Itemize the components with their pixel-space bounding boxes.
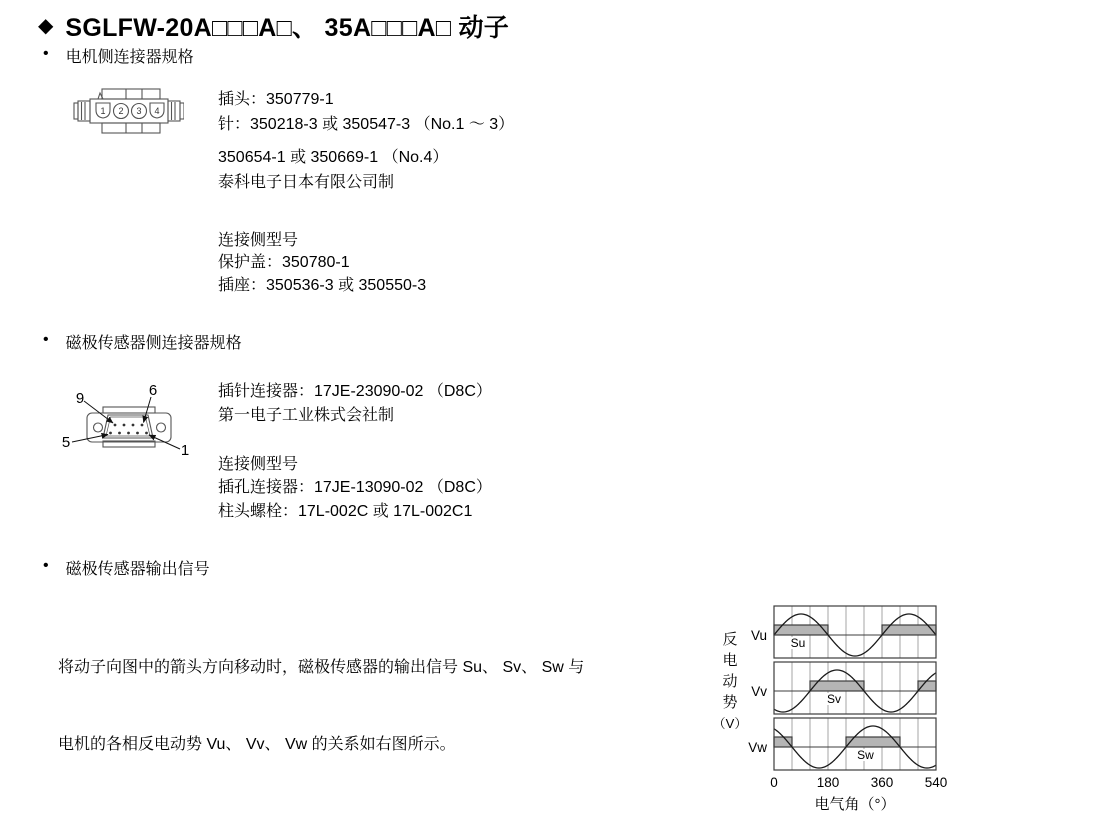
signal-label: Su	[790, 636, 806, 650]
spec-line: 第一电子工业株式会社制	[218, 407, 395, 424]
signal-paragraph	[58, 604, 658, 808]
spec-line: 柱头螺栓：17L-002C 或 17L-002C1	[218, 503, 473, 520]
pin-label-1: 1	[180, 442, 190, 459]
signal-label: Sw	[857, 748, 874, 762]
y-axis-title-char: 动	[722, 673, 738, 690]
spec-line: 350654-1 或 350669-1 （No.4）	[218, 149, 449, 166]
pin-label-1: 1	[100, 106, 106, 116]
section-heading-motor	[43, 44, 194, 67]
leader-line-9	[84, 401, 113, 423]
signal-pulse	[918, 681, 936, 691]
bullet-icon: •	[43, 45, 49, 62]
sensor-connector-drawing	[56, 380, 218, 468]
mounting-hole-left	[94, 423, 103, 432]
x-tick-label: 0	[770, 775, 778, 790]
diamond-icon: ◆	[38, 15, 54, 37]
motor-connector-drawing	[72, 86, 184, 138]
signal-pulse	[774, 625, 828, 635]
spec-line: 连接侧型号	[218, 456, 299, 473]
signal-chart	[710, 596, 968, 816]
section-heading-signal	[43, 556, 210, 579]
x-tick-label: 180	[816, 775, 840, 790]
back-emf-label: Vu	[750, 628, 767, 643]
pin-label-3: 3	[136, 106, 142, 116]
paragraph-line: 电机的各相反电动势 Vu、 Vv、 Vw 的关系如右图所示。	[58, 735, 456, 753]
spec-line: 插座：350536-3 或 350550-3	[218, 277, 427, 294]
x-tick-label: 360	[870, 775, 894, 790]
mounting-hole-right	[157, 423, 166, 432]
leader-line-6	[144, 397, 152, 423]
back-emf-label: Vw	[748, 740, 767, 755]
signal-pulse	[810, 681, 864, 691]
bullet-icon: •	[43, 331, 49, 348]
pin-label-6: 6	[148, 382, 158, 399]
chart-panel-vw	[748, 718, 936, 770]
signal-pulse	[846, 737, 900, 747]
y-axis-title-char: 电	[722, 652, 738, 669]
y-axis-title-char: （V）	[712, 716, 748, 731]
paragraph-line: 将动子向图中的箭头方向移动时，磁极传感器的输出信号 Su、 Sv、 Sw 与	[58, 659, 585, 676]
heading-text: 磁极传感器侧连接器规格	[65, 335, 242, 352]
spec-line: 保护盖：350780-1	[218, 254, 350, 271]
heading-text: 磁极传感器输出信号	[65, 561, 210, 578]
section-heading-sensor	[43, 330, 242, 353]
pin-label-9: 9	[75, 390, 85, 407]
signal-pulse	[774, 737, 792, 747]
spec-line: 插孔连接器：17JE-13090-02 （D8C）	[218, 479, 492, 496]
page-title-text: SGLFW-20A□□□A□、 35A□□□A□ 动子	[65, 14, 510, 42]
signal-label: Sv	[826, 692, 842, 706]
spec-line: 插针连接器：17JE-23090-02 （D8C）	[218, 383, 492, 400]
bullet-icon: •	[43, 557, 49, 574]
chart-panel-vv	[751, 662, 936, 714]
heading-text: 电机侧连接器规格	[65, 49, 194, 66]
y-axis-title-char: 势	[722, 694, 738, 711]
spec-line: 针：350218-3 或 350547-3 （No.1 ～ 3）	[218, 116, 515, 133]
y-axis-title-char: 反	[722, 631, 738, 648]
pin-label-2: 2	[118, 106, 124, 116]
spec-line: 插头：350779-1	[218, 91, 334, 108]
spec-line: 泰科电子日本有限公司制	[218, 174, 395, 191]
x-tick-label: 540	[924, 775, 948, 790]
page-title	[38, 8, 509, 44]
pin-label-5: 5	[61, 434, 71, 451]
chart-panel-vu	[751, 606, 936, 658]
pin-label-4: 4	[154, 106, 160, 116]
signal-pulse	[882, 625, 936, 635]
x-axis-title: 电气角（°）	[814, 796, 896, 813]
back-emf-label: Vv	[751, 684, 767, 699]
spec-line: 连接侧型号	[218, 232, 299, 249]
